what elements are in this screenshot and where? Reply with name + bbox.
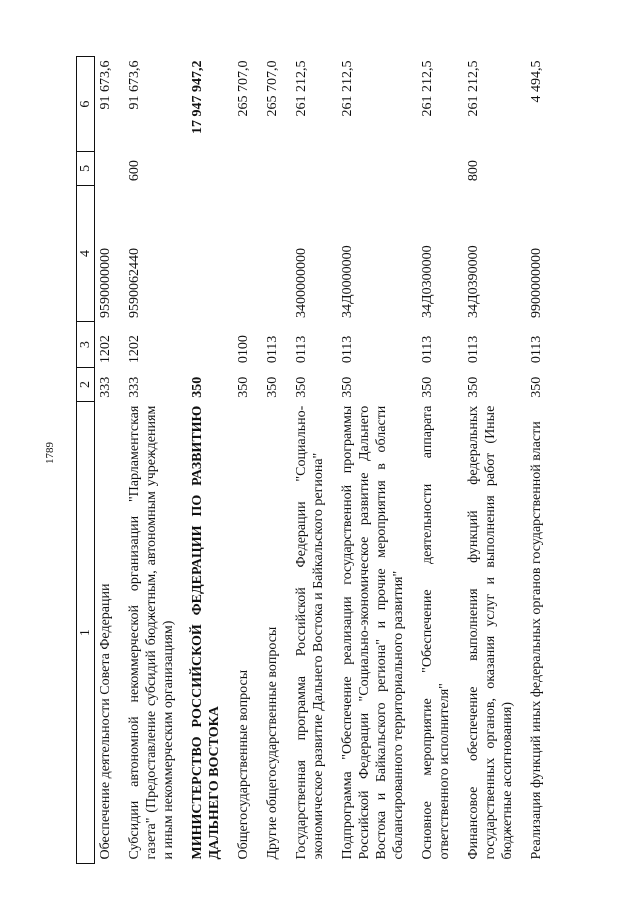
table-body (95, 57, 556, 864)
row-name: Финансовое обеспечение выполнения функций федеральных государственных органов, оказания услуг и выполнения работ (Иные бюджетные ассигнования) (466, 405, 515, 860)
table-header-row (77, 57, 95, 864)
row-section-code: 0113 (466, 335, 481, 364)
header-col-2: 2 (77, 367, 95, 402)
row-expense-type (337, 152, 417, 185)
row-expense-type (187, 152, 233, 185)
budget-table (76, 56, 555, 864)
header-col-5: 5 (77, 152, 95, 185)
row-name: Государственная программа Российской Федерации "Социально-экономическое развитие Дальнего Востока и Байкальского региона" (294, 405, 326, 860)
row-ministry-code: 350 (236, 376, 251, 398)
table-row (417, 57, 463, 864)
row-section-code: 0113 (420, 335, 435, 364)
row-target-article (262, 185, 291, 322)
table-row (291, 57, 337, 864)
row-name: Другие общегосударственные вопросы (265, 626, 280, 860)
row-ministry-code: 333 (127, 376, 142, 398)
table-row (526, 57, 555, 864)
row-target-article: 9590062440 (127, 247, 142, 318)
row-target-article: 3400000000 (294, 247, 309, 318)
row-section-code (187, 322, 233, 367)
row-amount: 17 947 947,2 (190, 60, 205, 134)
row-section-code: 0113 (265, 335, 280, 364)
row-ministry-code: 350 (420, 376, 435, 398)
row-amount: 91 673,6 (127, 60, 142, 110)
row-expense-type (417, 152, 463, 185)
header-col-3: 3 (77, 322, 95, 367)
row-expense-type (291, 152, 337, 185)
row-expense-type: 600 (127, 160, 142, 182)
table-row (187, 57, 233, 864)
row-ministry-code: 350 (529, 376, 544, 398)
table-row (95, 57, 125, 864)
page-number: 1789 (44, 442, 56, 464)
row-ministry-code: 350 (190, 376, 205, 398)
row-amount: 265 707,0 (236, 60, 251, 117)
row-name: Обеспечение деятельности Совета Федерации (98, 583, 113, 860)
row-ministry-code: 350 (466, 376, 481, 398)
row-expense-type (95, 152, 125, 185)
row-target-article (187, 185, 233, 322)
header-col-4: 4 (77, 185, 95, 322)
row-target-article: 34Д0000000 (340, 245, 355, 318)
row-amount: 261 212,5 (294, 60, 309, 117)
row-target-article: 34Д0390000 (466, 245, 481, 318)
row-ministry-code: 350 (340, 376, 355, 398)
row-amount: 261 212,5 (340, 60, 355, 117)
row-name: Общегосударственные вопросы (236, 669, 251, 860)
header-col-1: 1 (77, 402, 95, 864)
row-section-code: 0113 (529, 335, 544, 364)
row-target-article: 9900000000 (529, 247, 544, 318)
row-name: Основное мероприятие "Обеспечение деятельности аппарата ответственного исполнителя" (420, 405, 452, 860)
row-name: Субсидии автономной некоммерческой организации "Парламентская газета" (Предоставление субсидий бюджетным, автономным учреждениям и иным некоммерческим организациям) (127, 405, 176, 860)
row-section-code: 0113 (340, 335, 355, 364)
row-expense-type (262, 152, 291, 185)
row-ministry-code: 350 (294, 376, 309, 398)
row-amount: 91 673,6 (98, 60, 113, 110)
table-row (337, 57, 417, 864)
row-section-code: 0100 (236, 335, 251, 364)
rotated-page-content (76, 56, 632, 864)
row-amount: 265 707,0 (265, 60, 280, 117)
table-row (233, 57, 262, 864)
row-ministry-code: 333 (98, 376, 113, 398)
row-target-article: 9590000000 (98, 247, 113, 318)
row-name: Реализация функций иных федеральных органов государственной власти (529, 421, 544, 860)
row-expense-type: 800 (466, 160, 481, 182)
row-section-code: 1202 (98, 335, 113, 364)
row-section-code: 1202 (127, 335, 142, 364)
row-expense-type (233, 152, 262, 185)
row-ministry-code: 350 (265, 376, 280, 398)
row-target-article: 34Д0300000 (420, 245, 435, 318)
header-col-6: 6 (77, 57, 95, 152)
row-amount: 4 494,5 (529, 60, 544, 103)
row-expense-type (526, 152, 555, 185)
row-section-code: 0113 (294, 335, 309, 364)
row-name: МИНИСТЕРСТВО РОССИЙСКОЙ ФЕДЕРАЦИИ ПО РАЗВИТИЮ ДАЛЬНЕГО ВОСТОКА (190, 405, 222, 860)
row-amount: 261 212,5 (420, 60, 435, 117)
table-row (262, 57, 291, 864)
row-target-article (233, 185, 262, 322)
row-name: Подпрограмма "Обеспечение реализации государственной программы Российской Федерации "Социально-экономическое развитие Дальнего Востока и Байкальского региона" и прочие мероприятия в области сбалансированного территориального развития" (340, 405, 406, 860)
row-amount: 261 212,5 (466, 60, 481, 117)
table-row (463, 57, 526, 864)
table-row (124, 57, 187, 864)
